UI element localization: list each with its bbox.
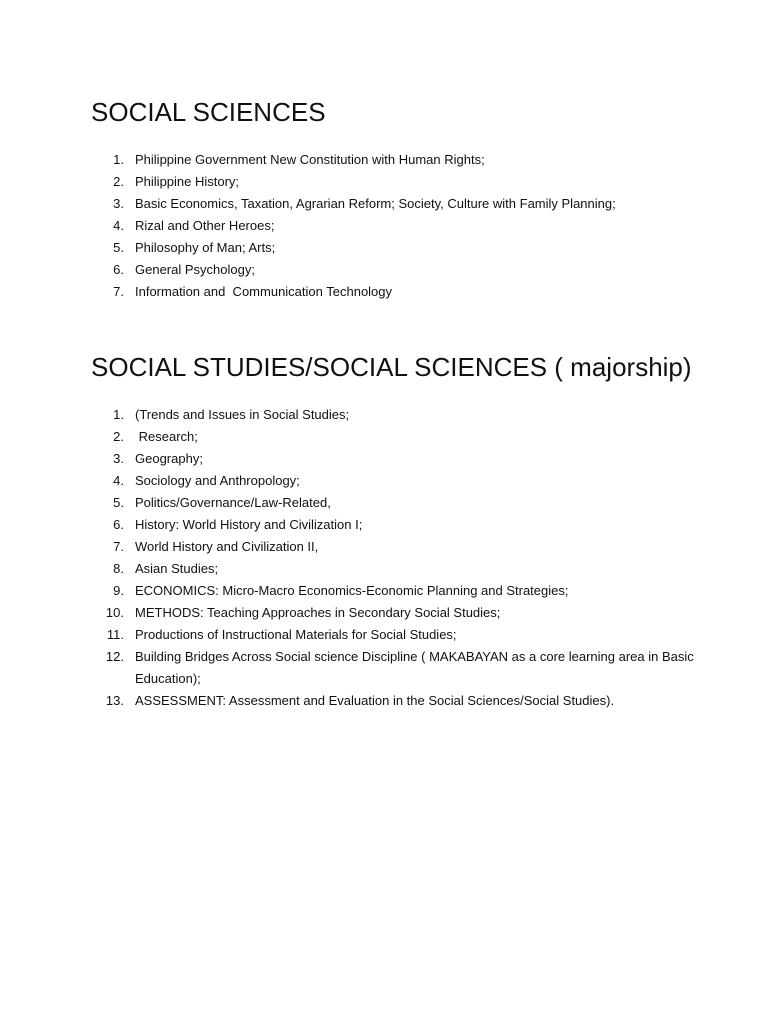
list-item [91,580,711,602]
section-social-sciences [91,96,711,303]
item-number: 10. [105,605,124,620]
item-number: 2. [113,174,124,189]
list-item [91,602,711,624]
item-number: 4. [113,218,124,233]
item-number: 1. [113,152,124,167]
list-item [91,149,711,171]
item-number: 1. [113,407,124,422]
item-text: Politics/Governance/Law-Related, [135,495,331,510]
item-text: Philippine History; [135,174,240,189]
item-number: 6. [113,517,124,532]
list-item [91,237,711,259]
item-number: 7. [113,539,124,554]
section-heading: SOCIAL SCIENCES [91,97,326,127]
list-item [91,215,711,237]
item-number: 7. [113,284,124,299]
item-number: 3. [113,451,124,466]
item-text: Information and Communication Technology [135,284,393,299]
item-text: Geography; [135,451,203,466]
item-text: ASSESSMENT: Assessment and Evaluation in the Social Sciences/Social Studies). [135,693,615,708]
item-text: Research; [135,429,198,444]
item-number: 2. [113,429,124,444]
item-number: 13. [105,693,124,708]
list-item [91,281,711,303]
item-text: World History and Civilization II, [135,539,319,554]
item-number: 8. [113,561,124,576]
list-item [91,426,711,448]
item-text: Building Bridges Across Social science Discipline ( MAKABAYAN as a core learning area in Basic Education); [135,649,698,686]
list-item [91,492,711,514]
item-number: 3. [113,196,124,211]
list-item [91,470,711,492]
item-text: Philippine Government New Constitution with Human Rights; [135,152,485,167]
item-text: Productions of Instructional Materials for Social Studies; [135,627,457,642]
item-number: 5. [113,495,124,510]
list-item [91,624,711,646]
item-text: (Trends and Issues in Social Studies; [135,407,350,422]
list-item [91,558,711,580]
item-text: Sociology and Anthropology; [135,473,300,488]
item-text: Basic Economics, Taxation, Agrarian Reform; Society, Culture with Family Planning; [135,196,616,211]
item-number: 9. [113,583,124,598]
item-text: METHODS: Teaching Approaches in Secondary Social Studies; [135,605,501,620]
subject-list [91,404,711,712]
list-item [91,404,711,426]
list-item [91,259,711,281]
section-social-studies-majorship [91,351,711,712]
item-text: Philosophy of Man; Arts; [135,240,276,255]
item-number: 6. [113,262,124,277]
item-number: 4. [113,473,124,488]
item-text: General Psychology; [135,262,255,277]
list-item [91,690,711,712]
list-item [91,171,711,193]
item-number: 11. [106,627,124,642]
item-text: History: World History and Civilization I; [135,517,363,532]
item-number: 5. [113,240,124,255]
list-item [91,514,711,536]
subject-list [91,149,711,303]
item-text: ECONOMICS: Micro-Macro Economics-Economic Planning and Strategies; [135,583,569,598]
list-item [91,193,711,215]
list-item [91,646,711,690]
list-item [91,536,711,558]
item-text: Asian Studies; [135,561,219,576]
item-number: 12. [105,649,124,664]
item-text: Rizal and Other Heroes; [135,218,275,233]
section-heading: SOCIAL STUDIES/SOCIAL SCIENCES ( majorship) [91,352,692,382]
list-item [91,448,711,470]
